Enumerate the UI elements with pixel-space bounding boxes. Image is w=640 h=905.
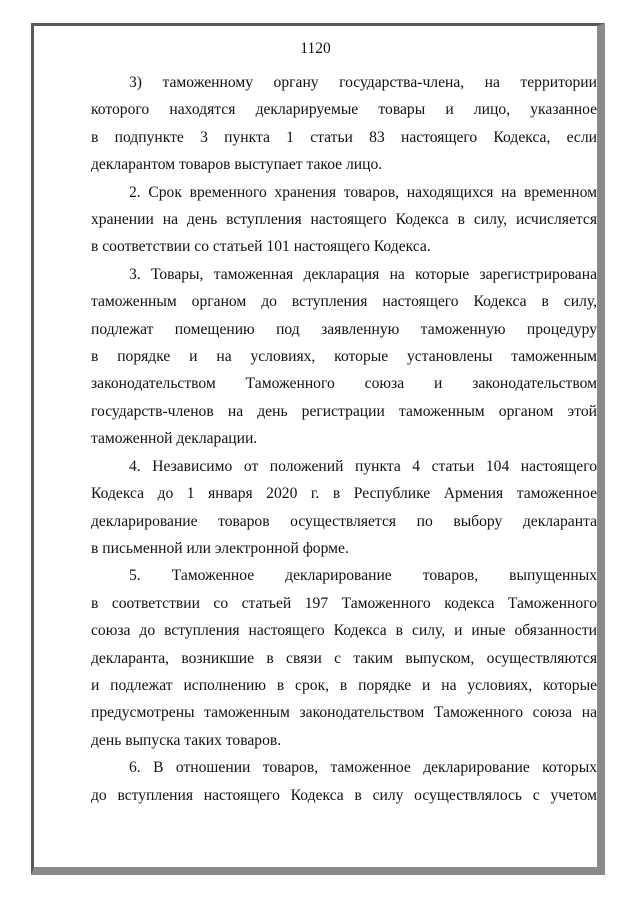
document-body	[91, 69, 597, 809]
paragraph-4	[91, 453, 597, 563]
text-line: 5. Таможенное декларирование товаров, выпущенных	[129, 567, 597, 585]
text-line: и подлежат исполнению в срок, в порядке и на условиях, которые	[91, 676, 597, 694]
paragraph-2	[91, 179, 597, 261]
text-line: 2. Срок временного хранения товаров, находящихся на временном	[129, 183, 597, 201]
text-line: декларантом товаров выступает такое лицо.	[91, 156, 383, 174]
paragraph-5	[91, 562, 597, 754]
text-line: 6. В отношении товаров, таможенное декларирование которых	[129, 759, 597, 777]
text-line: декларирование товаров осуществляется по выбору декларанта	[91, 512, 597, 530]
text-line: 4. Независимо от положений пункта 4 статьи 104 настоящего	[129, 457, 597, 475]
paragraph-1-item-3	[91, 69, 597, 179]
text-line: в порядке и на условиях, которые установлены таможенным	[91, 348, 597, 366]
text-line: законодательством Таможенного союза и законодательством	[91, 375, 597, 393]
text-line: в подпункте 3 пункта 1 статьи 83 настоящего Кодекса, если	[91, 128, 597, 146]
text-line: день выпуска таких товаров.	[91, 731, 282, 749]
paragraph-3	[91, 261, 597, 453]
document-page	[31, 23, 605, 875]
text-line: в письменной или электронной форме.	[91, 539, 349, 557]
text-line: предусмотрены таможенным законодательством Таможенного союза на	[91, 704, 597, 722]
text-line: до вступления настоящего Кодекса в силу осуществлялось с учетом	[91, 786, 597, 804]
text-line: союза до вступления настоящего Кодекса в силу, и иные обязанности	[91, 622, 597, 640]
text-line: 3) таможенному органу государства-члена, на территории	[129, 74, 597, 91]
text-line: в соответствии со статьей 101 настоящего Кодекса.	[91, 238, 431, 256]
text-line: декларанта, возникшие в связи с таким выпуском, осуществляются	[91, 649, 597, 667]
text-line: подлежат помещению под заявленную таможенную процедуру	[91, 320, 597, 338]
page-number: 1120	[300, 40, 331, 57]
text-line: таможенной декларации.	[91, 430, 258, 448]
text-line: в соответствии со статьей 197 Таможенного кодекса Таможенного	[91, 594, 597, 612]
text-line: таможенным органом до вступления настоящего Кодекса в силу,	[91, 293, 597, 311]
text-line: хранении на день вступления настоящего Кодекса в силу, исчисляется	[91, 211, 597, 229]
text-line: которого находятся декларируемые товары и лицо, указанное	[91, 101, 597, 119]
text-line: 3. Товары, таможенная декларация на которые зарегистрирована	[129, 265, 597, 283]
text-line: Кодекса до 1 января 2020 г. в Республике Армения таможенное	[91, 485, 597, 503]
text-line: государств-членов на день регистрации таможенным органом этой	[91, 402, 597, 420]
paragraph-6	[91, 754, 597, 809]
